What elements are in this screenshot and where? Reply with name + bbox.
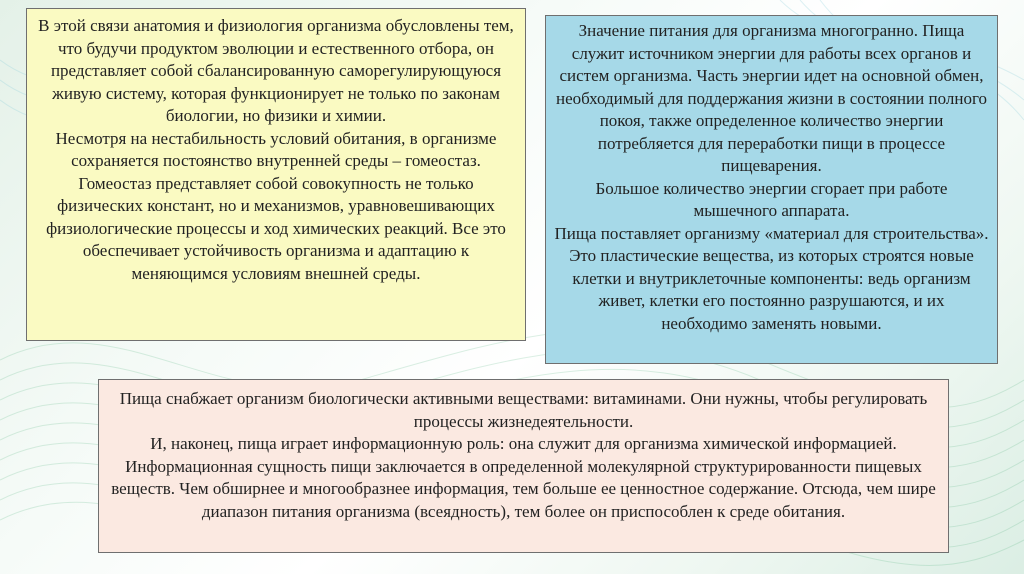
- right-paragraph-2: Большое количество энергии сгорает при работе мышечного аппарата.: [595, 178, 948, 220]
- left-paragraph-2: Несмотря на нестабильность условий обитания, в организме сохраняется постоянство внутренней среды – гомеостаз. Гомеостаз представляет собой совокупность не только физических констант, но и механизмов, уравновешивающих физиологические процессы и ход химических реакций. Все это обеспечивает устойчивость организма и адаптацию к меняющимся условиям внешней среды.: [46, 128, 506, 283]
- right-paragraph-1: Значение питания для организма многогранно. Пища служит источником энергии для работы всех органов и систем организма. Часть энергии идет на основной обмен, необходимый для поддержания жизни в состоянии полного покоя, также определенное количество энергии потребляется для переработки пищи в процессе пищеварения.: [555, 21, 988, 175]
- right-paragraph-3: Пища поставляет организму «материал для строительства». Это пластические вещества, из которых строятся новые клетки и внутриклеточные компоненты: ведь организм живет, клетки его постоянно разрушаются, и их необходимо заменять новыми.: [554, 223, 989, 333]
- left-paragraph-1: В этой связи анатомия и физиология организма обусловлены тем, что будучи продуктом эволюции и естественного отбора, он представляет собой сбалансированную саморегулирующуюся живую систему, которая функционирует не только по законам биологии, но физики и химии.: [38, 16, 514, 125]
- nutrition-value-text-box: [545, 15, 998, 364]
- bottom-paragraph-2: И, наконец, пища играет информационную роль: она служит для организма химической информацией. Информационная сущность пищи заключается в определенной молекулярной структурированности пищевых веществ. Чем обширнее и многообразнее информация, тем больше ее ценностное содержание. Отсюда, чем шире диапазон питания организма (всеядность), тем более он приспособлен к среде обитания.: [111, 434, 936, 521]
- bottom-paragraph-1: Пища снабжает организм биологически активными веществами: витаминами. Они нужны, чтобы регулировать процессы жизнедеятельности.: [119, 389, 928, 431]
- food-information-role-text-box: [98, 379, 949, 553]
- anatomy-physiology-text-box: [26, 8, 526, 341]
